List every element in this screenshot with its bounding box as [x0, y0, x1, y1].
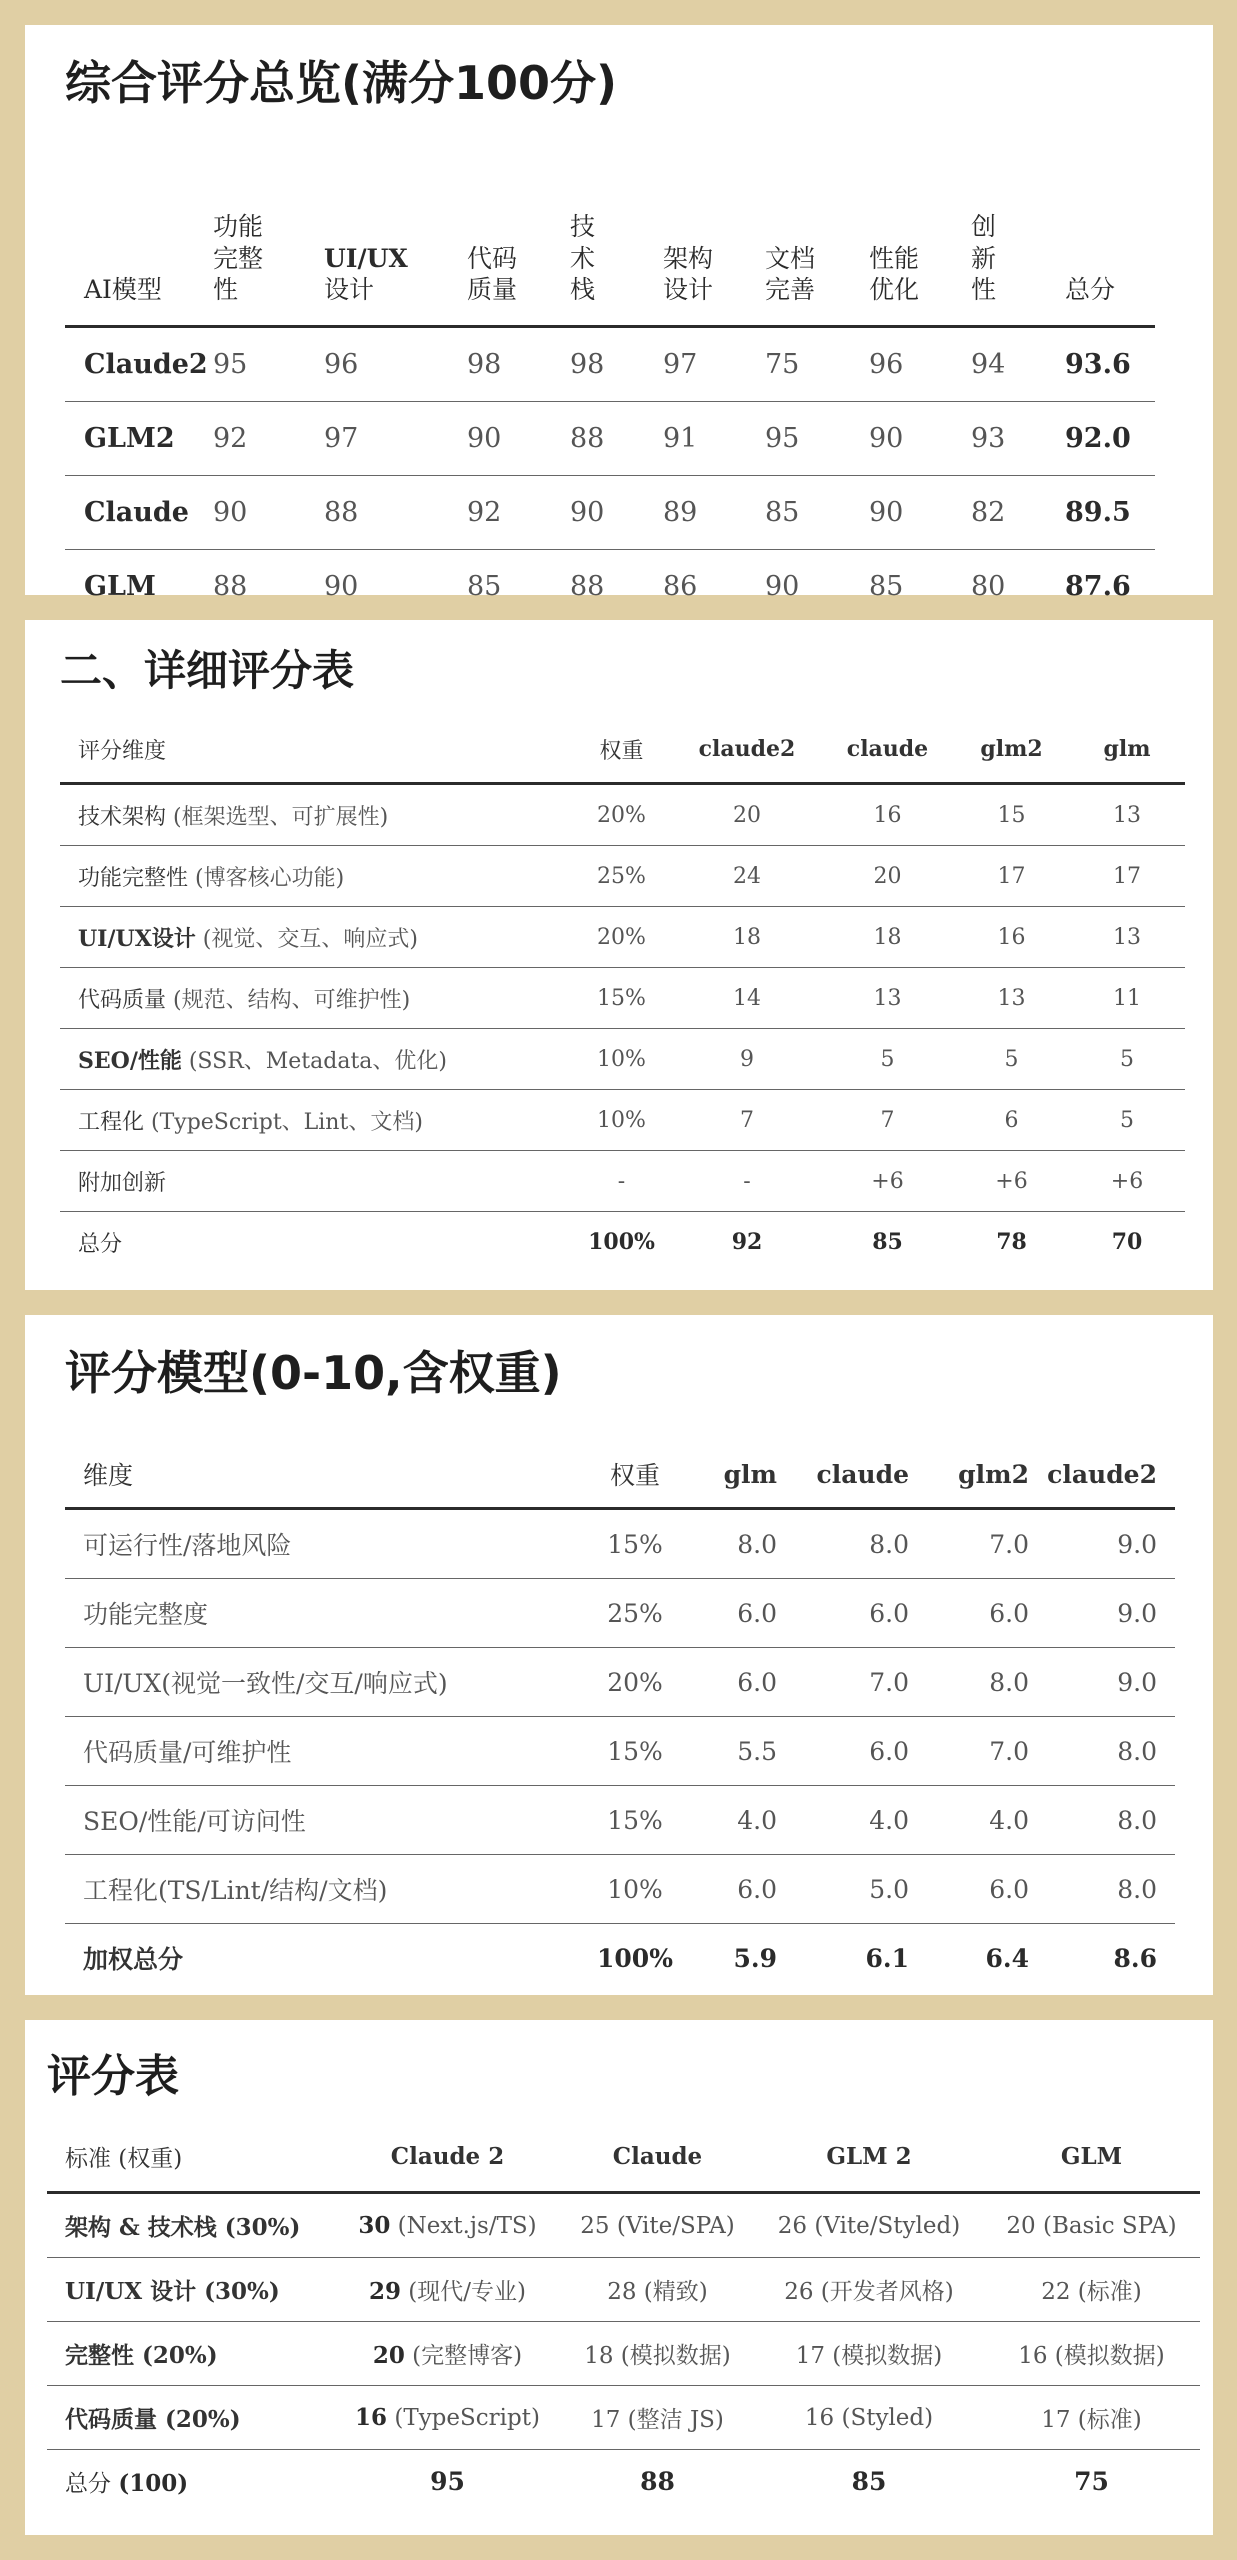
table-row: 架构 & 技术栈 (30%) 30 (Next.js/TS) 25 (Vite/SPA) 26 (Vite/Styled) 20 (Basic SPA)	[47, 2193, 1200, 2258]
table-row: Claude2 95 96 98 98 97 75 96 94 93.6	[65, 327, 1155, 402]
table-row: Claude 90 88 92 90 89 85 90 82 89.5	[65, 476, 1155, 550]
table-row: 代码质量/可维护性 15% 5.5 6.0 7.0 8.0	[65, 1717, 1175, 1786]
detail-panel	[25, 620, 1213, 1290]
detail-table	[60, 720, 1185, 1272]
model-title: 评分模型(0-10,含权重)	[65, 1346, 562, 1400]
table-row: SEO/性能 (SSR、Metadata、优化) 10% 9 5 5 5	[60, 1029, 1185, 1090]
model-table	[65, 1445, 1175, 1992]
col-architecture: 架构 设计	[663, 243, 714, 304]
table-row: 工程化(TS/Lint/结构/文档) 10% 6.0 5.0 6.0 8.0	[65, 1855, 1175, 1924]
total-row: 总分 (100) 95 88 85 75	[65, 2467, 1109, 2497]
col-total: 总分	[1065, 274, 1116, 304]
col-performance: 性能 优化	[869, 243, 920, 304]
table-row: UI/UX 设计 (30%) 29 (现代/专业) 28 (精致) 26 (开发者风格) 22 (标准)	[47, 2258, 1200, 2322]
table-row: 可运行性/落地风险 15% 8.0 8.0 7.0 9.0	[65, 1509, 1175, 1579]
table-row: UI/UX设计 (视觉、交互、响应式) 20% 18 18 16 13	[60, 907, 1185, 968]
overview-header-row	[65, 155, 1155, 327]
overview-table	[65, 155, 1155, 623]
table-row: 代码质量 (20%) 16 (TypeScript) 17 (整洁 JS) 16 (Styled) 17 (标准)	[47, 2386, 1200, 2450]
table-row: 功能完整度 25% 6.0 6.0 6.0 9.0	[65, 1579, 1175, 1648]
table-row: 技术架构 (框架选型、可扩展性) 20% 20 16 15 13	[60, 784, 1185, 846]
overview-title: 综合评分总览(满分100分)	[65, 56, 618, 110]
col-code-quality: 代码 质量	[467, 243, 518, 304]
table-row: SEO/性能/可访问性 15% 4.0 4.0 4.0 8.0	[65, 1786, 1175, 1855]
scorecard-header-row: 标准 (权重) Claude 2 Claude GLM 2 GLM	[47, 2125, 1200, 2193]
model-header-row: 维度 权重 glm claude glm2 claude2	[65, 1445, 1175, 1509]
table-row: GLM 88 90 85 88 86 90 85 80 87.6	[84, 571, 1131, 602]
table-row: 完整性 (20%) 20 (完整博客) 18 (模拟数据) 17 (模拟数据) 16 (模拟数据)	[47, 2322, 1200, 2386]
detail-header-row: 评分维度 权重 claude2 claude glm2 glm	[60, 720, 1185, 784]
total-row: 总分 100% 92 85 78 70	[78, 1229, 1143, 1257]
detail-title: 二、详细评分表	[60, 646, 355, 695]
scorecard-table	[47, 2125, 1200, 2513]
scorecard-panel	[25, 2020, 1213, 2535]
model-panel	[25, 1315, 1213, 1995]
col-innovation: 创 新 性	[971, 212, 997, 304]
total-row: 加权总分 100% 5.9 6.1 6.4 8.6	[83, 1943, 1157, 1974]
table-row: 附加创新 - - +6 +6 +6	[60, 1151, 1185, 1212]
table-row: GLM2 92 97 90 88 91 95 90 93 92.0	[65, 402, 1155, 476]
table-row: UI/UX(视觉一致性/交互/响应式) 20% 6.0 7.0 8.0 9.0	[65, 1648, 1175, 1717]
overview-panel	[25, 25, 1213, 602]
col-uiux: UI/UX 设计	[324, 243, 408, 304]
table-row: 工程化 (TypeScript、Lint、文档) 10% 7 7 6 5	[60, 1090, 1185, 1151]
table-row: 代码质量 (规范、结构、可维护性) 15% 14 13 13 11	[60, 968, 1185, 1029]
col-ai-model: AI模型	[84, 274, 162, 304]
col-tech-stack: 技 术 栈	[570, 212, 596, 304]
scorecard-title: 评分表	[47, 2051, 179, 2102]
col-function: 功能 完整 性	[213, 212, 264, 304]
table-row: 功能完整性 (博客核心功能) 25% 24 20 17 17	[60, 846, 1185, 907]
col-docs: 文档 完善	[765, 243, 816, 304]
